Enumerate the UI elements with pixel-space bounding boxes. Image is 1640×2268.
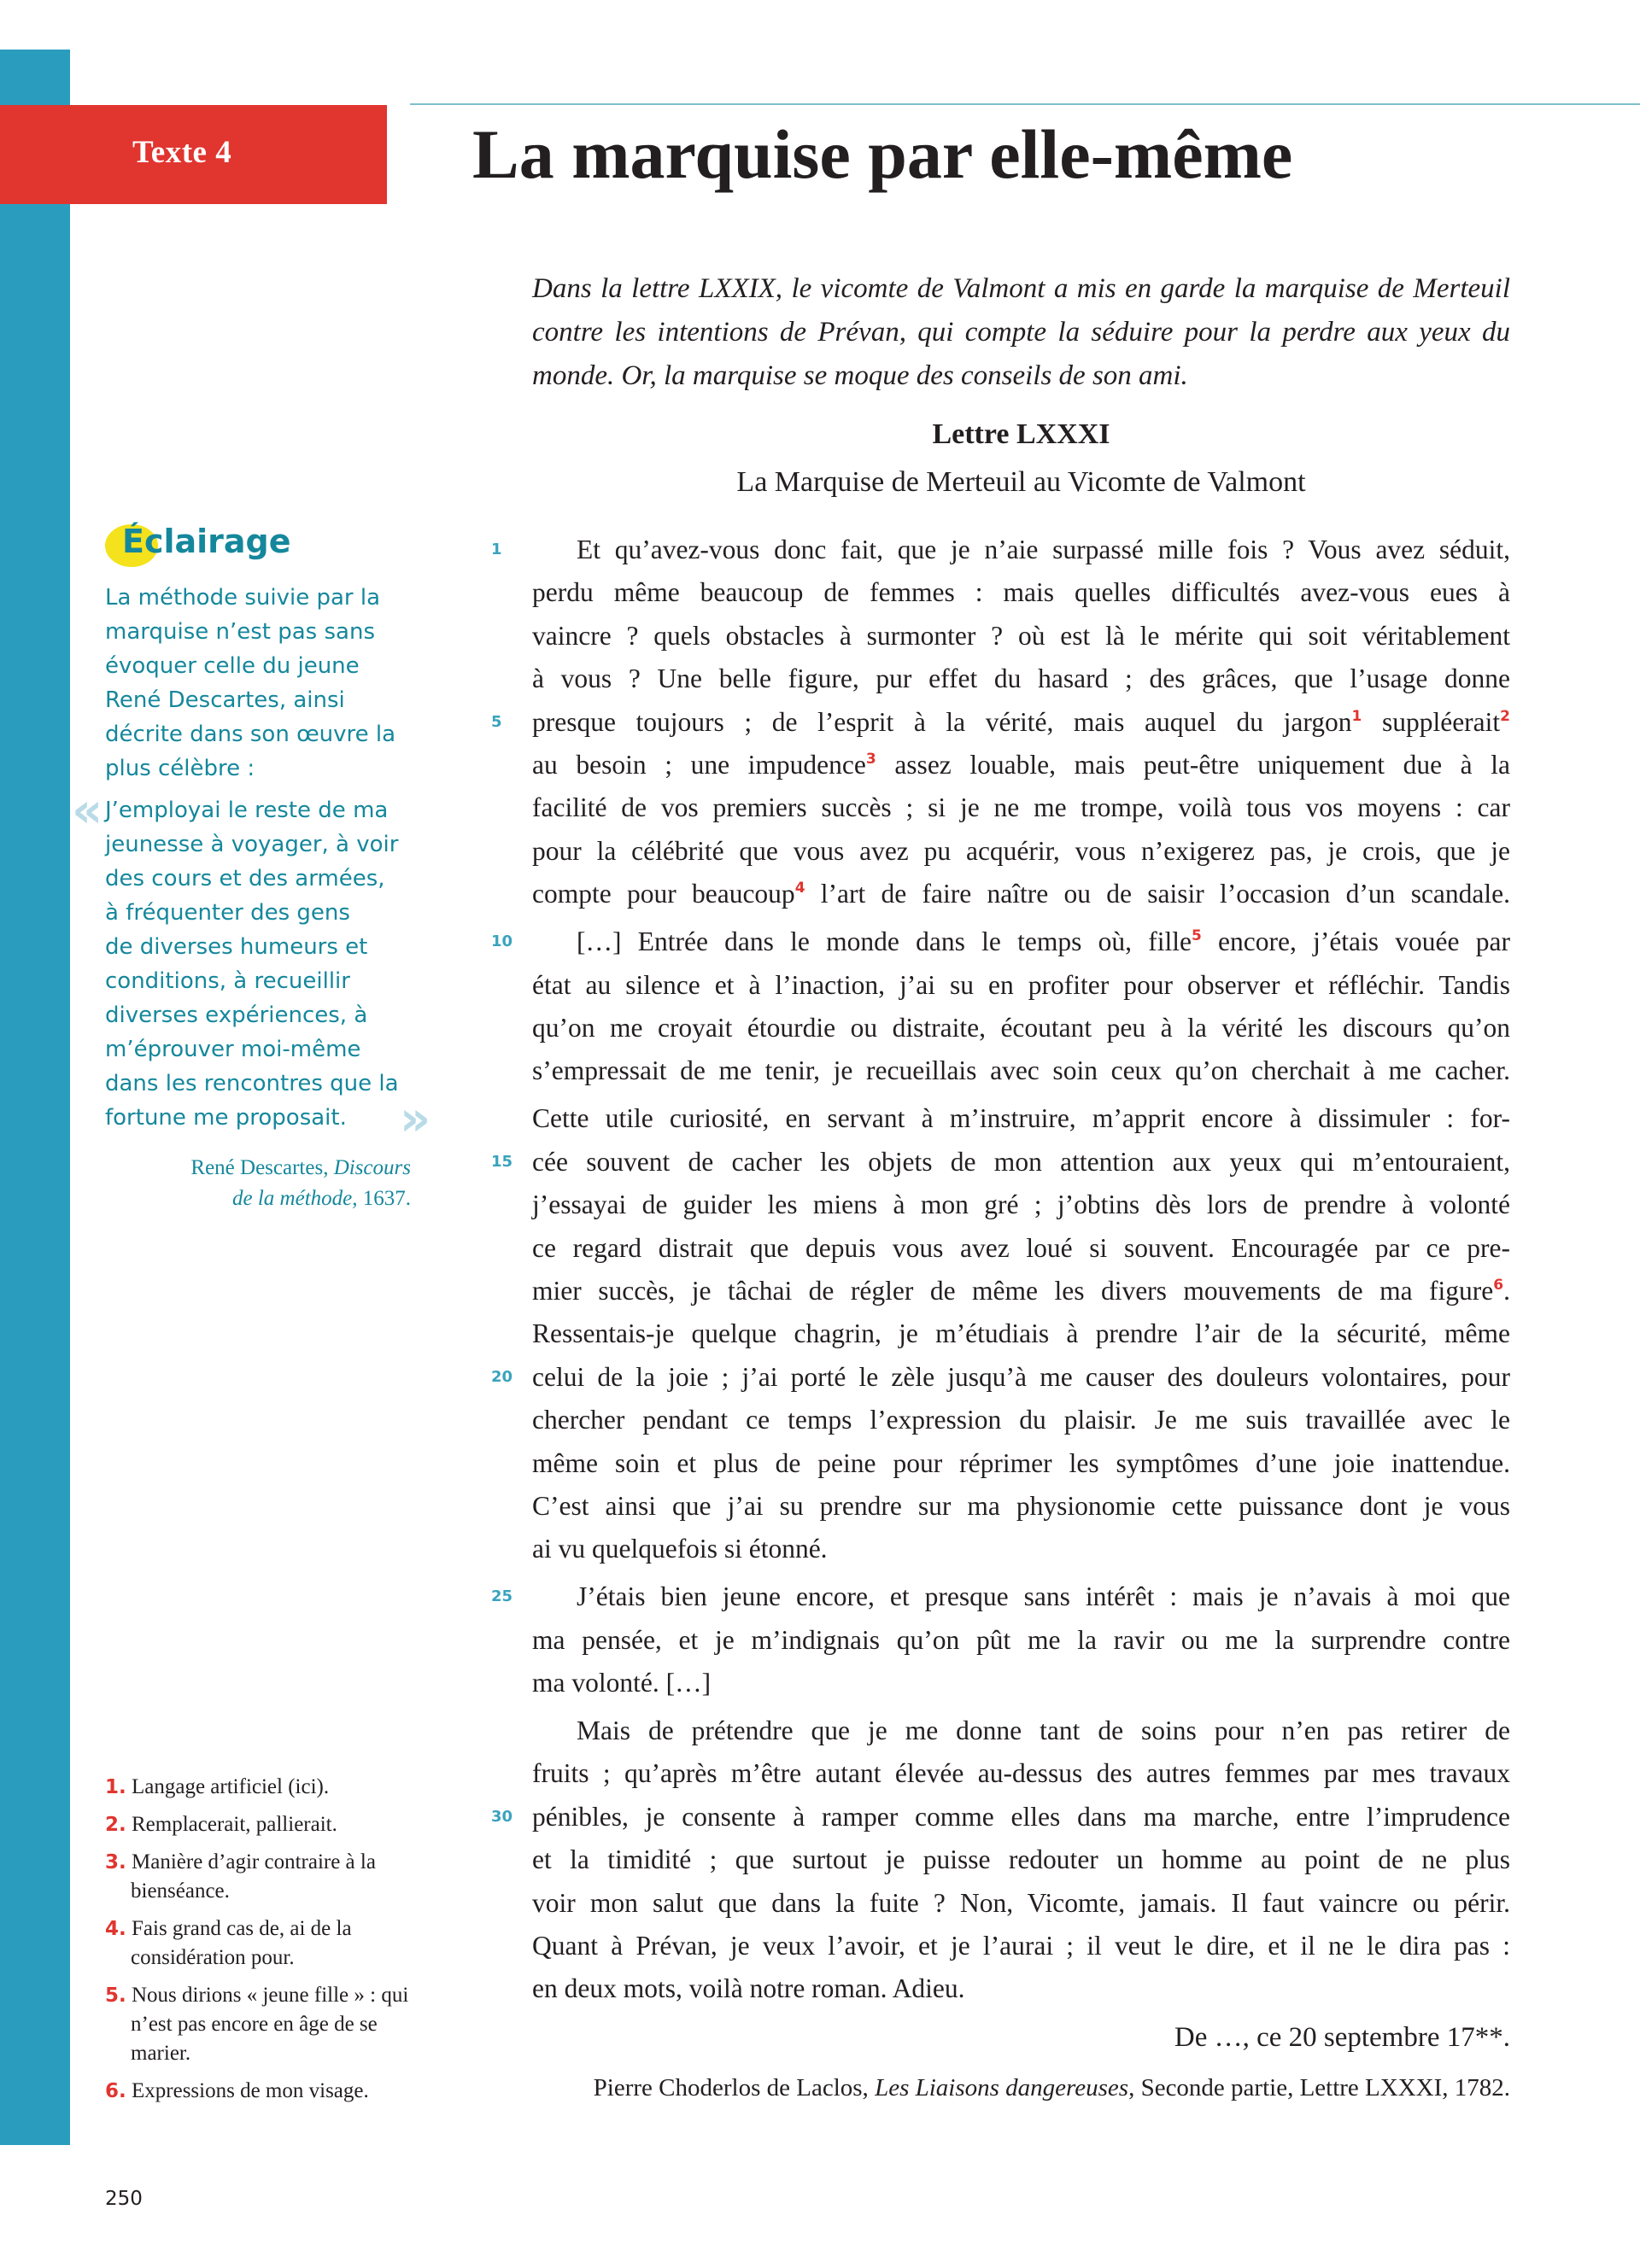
attribution-work-cont: de la méthode, <box>232 1187 358 1210</box>
quote-line: diverses expériences, à <box>105 1002 368 1028</box>
letter-paragraph <box>491 1575 1510 1704</box>
footnote-marker: 2 <box>1500 707 1511 725</box>
footnote-number: 6. <box>105 2080 126 2102</box>
text-segment: ce regard distrait que depuis vous avez loué si souvent. Encouragée par ce pre- <box>532 1232 1510 1263</box>
footnote-text: Langage artificiel (ici). <box>132 1775 330 1798</box>
attribution-year: 1637. <box>357 1187 411 1210</box>
text-segment: voir mon salut que dans la fuite ? Non, Vicomte, jamais. Il faut vaincre ou périr. <box>532 1887 1510 1918</box>
line-number: 5 <box>491 712 502 731</box>
eclairage-text <box>105 581 430 786</box>
attribution-work: Discours <box>333 1156 411 1179</box>
text-segment: l’art de faire naître ou de saisir l’occasion d’un scandale. <box>805 879 1510 909</box>
text-line <box>532 571 1510 614</box>
text-segment: Ressentais-je quelque chagrin, je m’étudiais à prendre l’air de la sécurité, même <box>532 1318 1510 1349</box>
quote-line: jeunesse à voyager, à voir <box>105 832 399 857</box>
quote-line: dans les rencontres que la <box>105 1071 399 1096</box>
eclairage-line: René Descartes, ainsi <box>105 687 345 713</box>
quote-line: à fréquenter des gens <box>105 900 350 926</box>
text-segment: J’étais bien jeune encore, et presque sans intérêt : mais je n’avais à moi que <box>577 1581 1510 1612</box>
footnote-number: 4. <box>105 1918 126 1940</box>
text-segment: Cette utile curiosité, en servant à m’instruire, m’apprit encore à dissimuler : for- <box>532 1103 1510 1134</box>
text-line <box>532 1528 1510 1570</box>
text-line <box>532 830 1510 873</box>
intro-line: Dans la lettre LXXIX, le vicomte de Valmont a mis en garde la marquise de Merteuil <box>532 273 1510 304</box>
text-segment: au besoin ; une impudence <box>532 750 866 780</box>
text-line <box>532 1227 1510 1270</box>
descartes-quote <box>105 793 430 1135</box>
line-number: 1 <box>491 541 502 558</box>
footnote-marker: 4 <box>794 880 805 897</box>
line-number: 25 <box>491 1587 513 1606</box>
text-line <box>532 873 1510 915</box>
text-label-box <box>0 105 387 204</box>
text-line <box>532 1710 1510 1752</box>
text-line <box>532 615 1510 658</box>
text-segment: suppléerait <box>1362 706 1501 737</box>
text-segment: encore, j’étais vouée par <box>1201 926 1510 957</box>
text-line <box>532 786 1510 829</box>
text-line <box>532 1312 1510 1355</box>
footnote-item <box>105 1981 421 2068</box>
line-number: 15 <box>491 1152 513 1171</box>
quote-line: conditions, à recueillir <box>105 968 350 994</box>
left-color-band <box>0 50 70 2145</box>
intro-paragraph <box>532 267 1510 398</box>
text-segment: pour la célébrité que vous avez pu acquérir, vous n’exigerez pas, je crois, que je <box>532 835 1510 866</box>
text-segment: Quant à Prévan, je veux l’avoir, et je l’aurai ; il veut le dire, et il ne le dira pas : <box>532 1931 1510 1961</box>
page-number: 250 <box>105 2188 143 2210</box>
quote-line: de diverses humeurs et <box>105 934 368 960</box>
text-segment: à vous ? Une belle figure, pur effet du hasard ; des grâces, que l’usage donne <box>532 663 1510 694</box>
footnote-text: Remplacerait, pallierait. <box>132 1813 337 1836</box>
open-quote-icon: « <box>72 783 103 839</box>
letter-paragraph <box>491 1097 1510 1570</box>
letter-body <box>491 529 1511 2011</box>
letter-paragraph <box>491 1710 1510 2011</box>
text-segment: ma pensée, et je m’indignais qu’on pût me la ravir ou me la surprendre contre <box>532 1624 1510 1655</box>
text-line <box>532 1097 1510 1140</box>
footnotes <box>105 1773 421 2114</box>
line-number: 20 <box>491 1367 513 1386</box>
letter-paragraph <box>491 921 1510 1093</box>
footnote-marker: 3 <box>865 751 876 769</box>
text-segment: fruits ; qu’après m’être autant élevée au-dessus des autres femmes par mes travaux <box>532 1758 1510 1789</box>
quote-line: J’employai le reste de ma <box>105 798 389 823</box>
text-segment: état au silence et à l’inaction, j’ai su en profiter pour observer et réfléchir. Tandis <box>532 969 1510 1000</box>
footnote-marker: 1 <box>1351 707 1362 725</box>
intro-line: monde. Or, la marquise se moque des conseils de son ami. <box>532 360 1188 391</box>
text-line <box>491 1796 1510 1838</box>
text-segment: vaincre ? quels obstacles à surmonter ? où est là le mérite qui soit véritablement <box>532 620 1510 651</box>
citation-rest: , Seconde partie, Lettre LXXXI, 1782. <box>1128 2073 1510 2101</box>
text-line <box>532 1967 1510 2010</box>
footnote-marker: 6 <box>1493 1276 1504 1294</box>
text-line <box>532 1485 1510 1528</box>
eclairage-line: décrite dans son œuvre la <box>105 722 396 747</box>
header-rule <box>410 103 1640 105</box>
text-segment: assez louable, mais peut-être uniquement due à la <box>876 750 1510 780</box>
text-segment: . <box>1503 1275 1510 1306</box>
letter-subtitle: La Marquise de Merteuil au Vicomte de Valmont <box>736 466 1306 498</box>
text-segment: j’essayai de guider les miens à mon gré ; j’obtins dès lors de prendre à volonté <box>532 1190 1510 1220</box>
text-line <box>491 701 1511 744</box>
text-line <box>532 1752 1510 1795</box>
footnote-item <box>105 1914 421 1973</box>
eclairage-line: évoquer celle du jeune <box>105 653 360 679</box>
text-line <box>532 1007 1510 1049</box>
text-segment: même soin et plus de peine pour réprimer les symptômes d’une joie inattendue. <box>532 1447 1510 1478</box>
citation-work: Les Liaisons dangereuses <box>875 2073 1129 2101</box>
footnote-item <box>105 1848 421 1906</box>
footnote-item <box>105 1773 421 1802</box>
text-segment: cée souvent de cacher les objets de mon attention aux yeux qui m’entouraient, <box>532 1146 1510 1177</box>
text-segment: celui de la joie ; j’ai porté le zèle jusqu’à me causer des douleurs volontaires, pour <box>532 1361 1510 1392</box>
text-line <box>532 1925 1510 1967</box>
footnote-item <box>105 2077 421 2106</box>
text-segment: ma volonté. […] <box>532 1668 712 1698</box>
text-segment: Et qu’avez-vous donc fait, que je n’aie surpassé mille fois ? Vous avez séduit, <box>577 535 1510 564</box>
letter-paragraph <box>491 529 1511 916</box>
text-line <box>491 1141 1510 1184</box>
attribution-author: René Descartes, <box>190 1156 334 1179</box>
letter-title: Lettre LXXXI <box>932 418 1110 450</box>
text-line <box>532 1049 1510 1092</box>
text-line <box>532 964 1510 1007</box>
footnote-number: 2. <box>105 1814 126 1836</box>
letter-date: De …, ce 20 septembre 17**. <box>1174 2021 1510 2053</box>
text-line <box>532 1619 1510 1662</box>
text-line <box>532 1838 1510 1881</box>
text-line <box>491 529 1510 571</box>
line-number: 30 <box>491 1807 513 1826</box>
footnote-number: 1. <box>105 1776 126 1798</box>
text-line <box>532 1184 1510 1226</box>
text-line <box>532 1270 1510 1312</box>
footnote-text: Manière d’agir contraire à la bienséance. <box>131 1850 376 1903</box>
text-segment: facilité de vos premiers succès ; si je ne me trompe, voilà tous vos moyens : car <box>532 792 1510 823</box>
close-quote-icon: » <box>400 1091 431 1147</box>
text-line <box>532 1662 1510 1704</box>
text-segment: en deux mots, voilà notre roman. Adieu. <box>532 1973 965 2004</box>
footnote-number: 5. <box>105 1984 126 2007</box>
footnote-number: 3. <box>105 1851 126 1873</box>
text-segment: et la timidité ; que surtout je puisse redouter un homme au point de ne plus <box>532 1844 1510 1875</box>
eclairage-line: plus célèbre : <box>105 756 255 781</box>
text-segment: qu’on me croyait étourdie ou distraite, écoutant peu à la vérité les discours qu’on <box>532 1012 1510 1043</box>
quote-line: fortune me proposait. <box>105 1105 347 1131</box>
page-title: La marquise par elle-même <box>472 115 1293 193</box>
text-line <box>532 1399 1510 1441</box>
text-segment: C’est ainsi que j’ai su prendre sur ma physionomie cette puissance dont je vous <box>532 1490 1510 1521</box>
text-segment: mier succès, je tâchai de régler de même les divers mouvements de ma figure <box>532 1275 1494 1306</box>
eclairage-line: La méthode suivie par la <box>105 585 381 611</box>
eclairage-title: Éclairage <box>122 523 291 560</box>
footnote-marker: 5 <box>1191 927 1202 945</box>
footnote-text: Nous dirions « jeune fille » : qui n’est pas encore en âge de se marier. <box>131 1984 409 2065</box>
text-segment: Mais de prétendre que je me donne tant de soins pour n’en pas retirer de <box>577 1715 1510 1745</box>
quote-line: m’éprouver moi-même <box>105 1037 361 1062</box>
text-line <box>532 1442 1510 1485</box>
text-segment: perdu même beaucoup de femmes : mais quelles difficultés avez-vous eues à <box>532 577 1510 608</box>
text-line <box>532 658 1510 700</box>
footnote-text: Expressions de mon visage. <box>132 2079 369 2102</box>
text-line <box>532 1882 1510 1925</box>
text-label: Texte 4 <box>132 135 232 170</box>
text-line <box>491 921 1510 963</box>
citation-author: Pierre Choderlos de Laclos, <box>593 2073 876 2101</box>
text-segment: ai vu quelquefois si étonné. <box>532 1534 828 1564</box>
text-segment: compte pour beaucoup <box>532 879 795 909</box>
text-line <box>532 744 1510 786</box>
text-segment: presque toujours ; de l’esprit à la vérité, mais auquel du jargon <box>532 706 1352 737</box>
quote-line: des cours et des armées, <box>105 866 385 891</box>
line-number: 10 <box>491 932 513 951</box>
text-segment: pénibles, je consente à ramper comme elles dans ma marche, entre l’imprudence <box>532 1801 1510 1832</box>
text-line <box>491 1575 1510 1618</box>
eclairage-line: marquise n’est pas sans <box>105 619 375 645</box>
source-citation <box>478 2071 1510 2105</box>
footnote-item <box>105 1810 421 1839</box>
letter-container <box>491 529 1511 2105</box>
text-segment: s’empressait de me tenir, je recueillais avec soin ceux qu’on cherchait à me cacher. <box>532 1055 1510 1086</box>
text-segment: […] Entrée dans le monde dans le temps où, fille <box>577 926 1192 957</box>
text-line <box>491 1356 1510 1399</box>
intro-line: contre les intentions de Prévan, qui compte la séduire pour la perdre aux yeux du <box>532 317 1510 348</box>
text-segment: chercher pendant ce temps l’expression du plaisir. Je me suis travaillée avec le <box>532 1405 1510 1435</box>
footnote-text: Fais grand cas de, ai de la considération pour. <box>131 1917 352 1969</box>
quote-attribution <box>105 1153 411 1214</box>
